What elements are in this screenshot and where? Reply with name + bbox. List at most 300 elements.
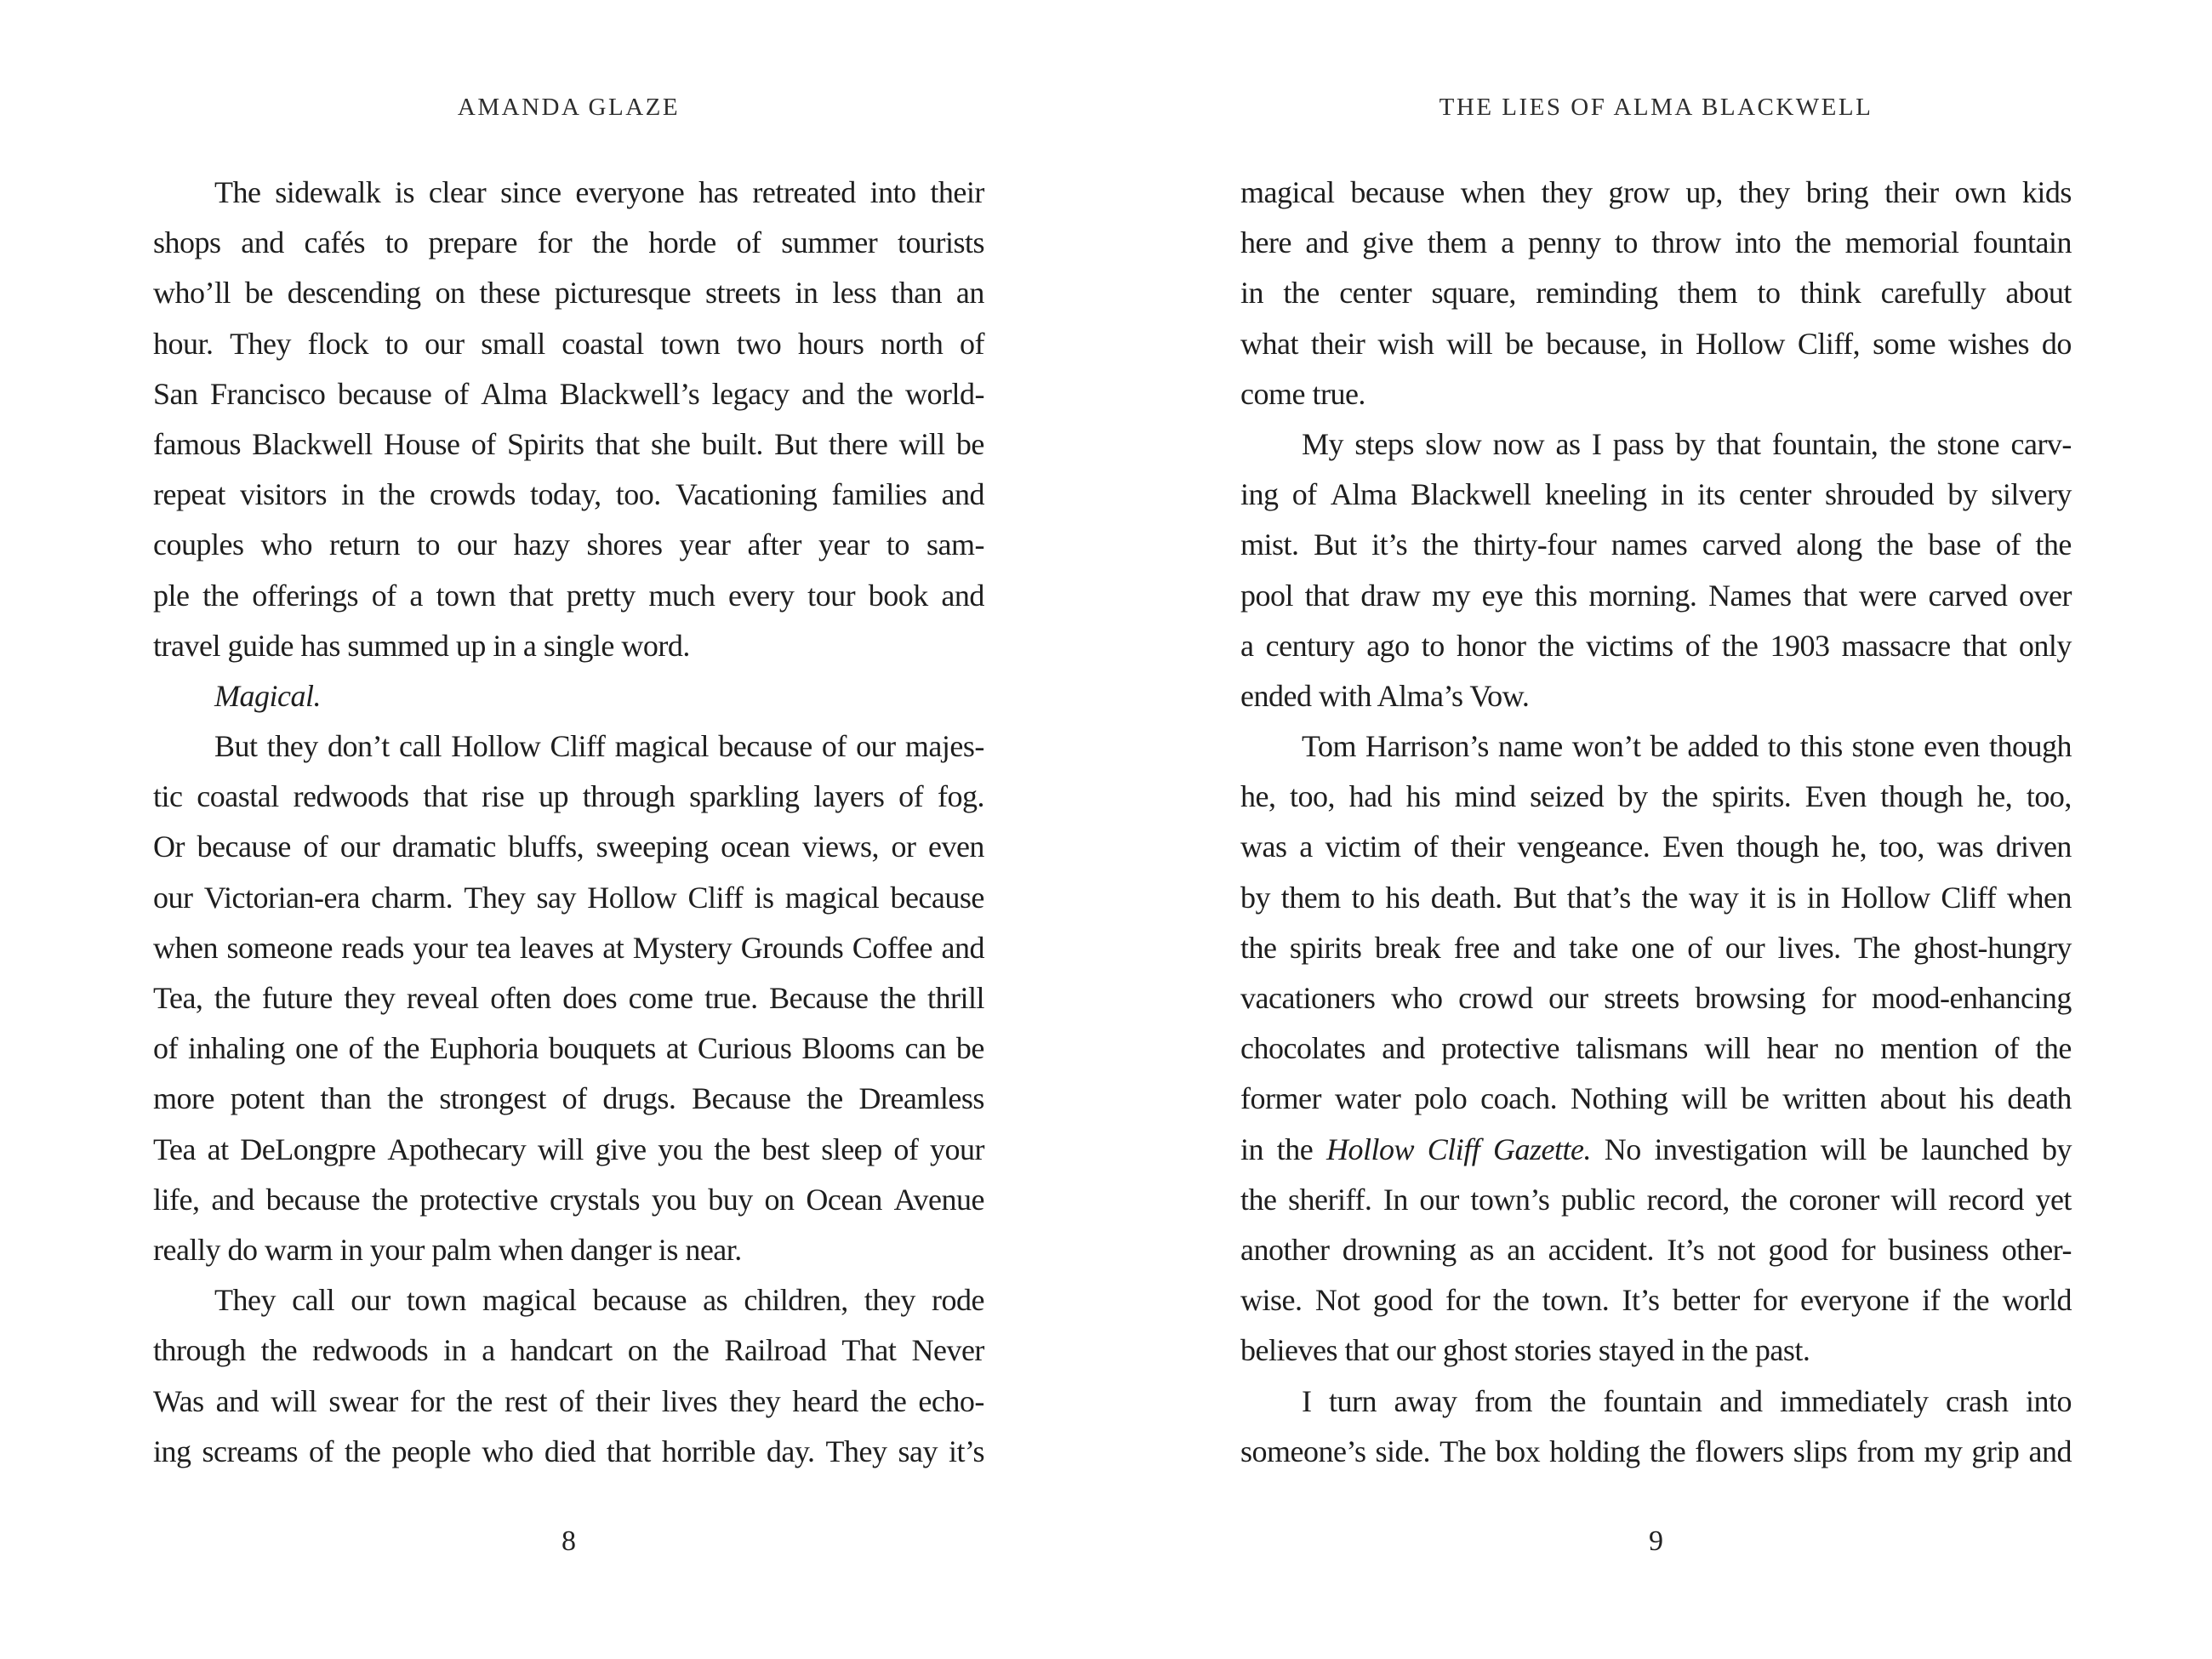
word: you — [658, 1132, 703, 1166]
word: descending — [287, 276, 421, 311]
text-line — [1240, 1175, 2072, 1225]
text-line — [1240, 1377, 2072, 1427]
word: lives. — [1777, 930, 1841, 965]
word: future — [261, 981, 333, 1015]
word: be — [955, 1031, 984, 1066]
word: own — [1954, 175, 2006, 209]
word: added — [1687, 729, 1759, 764]
word: a — [409, 578, 423, 613]
word: the — [869, 1383, 907, 1418]
word: one — [1631, 930, 1674, 965]
text-line — [1240, 923, 2072, 973]
word: the — [2035, 527, 2072, 562]
word: does — [562, 981, 618, 1015]
word: be — [1879, 1132, 1908, 1166]
word: turn — [1329, 1383, 1377, 1418]
word: record — [1947, 1182, 2024, 1217]
word: now — [1492, 426, 1545, 461]
text-line — [1240, 671, 2072, 721]
word: do — [2041, 326, 2072, 361]
word: bring — [1805, 175, 1869, 209]
text-line — [153, 1325, 984, 1376]
word: who — [482, 1434, 533, 1468]
text-line — [153, 1023, 984, 1074]
word: of — [893, 1132, 919, 1166]
word: too, — [1878, 830, 1924, 864]
word: The — [214, 175, 261, 209]
text-line — [153, 873, 984, 923]
word: strongest — [439, 1081, 546, 1116]
word: coastal — [197, 779, 279, 814]
word: honor — [1456, 628, 1526, 663]
word: what — [1240, 326, 1298, 361]
word: of — [348, 1031, 373, 1066]
word: hour. — [153, 326, 214, 361]
word: his — [1959, 1081, 1994, 1116]
word: water — [1334, 1081, 1401, 1116]
word: throw — [1651, 225, 1721, 260]
word: grow — [1608, 175, 1670, 209]
word: the — [1741, 1182, 1777, 1217]
word: take — [1568, 930, 1618, 965]
word: horrible — [661, 1434, 755, 1468]
word: of — [821, 729, 847, 764]
word: ocean — [721, 830, 790, 864]
word: will — [1890, 1182, 1937, 1217]
word: give — [1362, 225, 1414, 260]
word: talismans — [1576, 1031, 1688, 1066]
word: sheriff. — [1288, 1182, 1372, 1217]
word: Because — [692, 1081, 791, 1116]
word: about — [1879, 1081, 1947, 1116]
word: of — [1995, 527, 2021, 562]
word: names — [1611, 527, 1688, 562]
word: and — [1305, 225, 1348, 260]
word: died — [544, 1434, 596, 1468]
word: Alma — [481, 376, 548, 411]
word: Cliff, — [1797, 326, 1861, 361]
word: Cliff — [550, 729, 606, 764]
word: sparkling — [689, 779, 800, 814]
italic-text: Magical. — [214, 678, 321, 713]
word: business — [1888, 1232, 1989, 1267]
word: call — [399, 729, 442, 764]
word: heard — [792, 1383, 858, 1418]
word: to — [385, 225, 408, 260]
text-line — [153, 319, 984, 369]
text-line — [153, 1225, 984, 1275]
word: memorial — [1844, 225, 1959, 260]
word: your — [413, 930, 468, 965]
text-segment: believes that our ghost stories stayed in the past. — [1240, 1333, 1810, 1368]
word: mention — [1880, 1031, 1978, 1066]
word: from — [1474, 1383, 1532, 1418]
word: magical — [614, 729, 710, 764]
word: DeLongpre — [240, 1132, 376, 1166]
word: is — [395, 175, 415, 209]
word: free — [1453, 930, 1500, 965]
word: give — [595, 1132, 647, 1166]
word: and — [241, 225, 284, 260]
word: too. — [615, 477, 661, 512]
word: coach. — [1480, 1081, 1558, 1116]
word: flowers — [1695, 1434, 1784, 1468]
word: But — [1314, 527, 1357, 562]
word: picturesque — [554, 276, 692, 311]
word: for — [1445, 1283, 1480, 1318]
text-line — [1240, 873, 2072, 923]
word: carved — [1928, 578, 2008, 613]
word: Euphoria — [429, 1031, 539, 1066]
word: retreated — [752, 175, 856, 209]
word: their — [930, 175, 984, 209]
word: Ocean — [806, 1182, 882, 1217]
word: and — [211, 1182, 254, 1217]
word: more — [153, 1081, 214, 1116]
word: polo — [1414, 1081, 1468, 1116]
word: be — [244, 276, 273, 311]
word: into — [1735, 225, 1782, 260]
word: because, — [1546, 326, 1648, 361]
word: fountain, — [1771, 426, 1878, 461]
word: holding — [1549, 1434, 1640, 1468]
word: by — [1617, 779, 1648, 814]
word: magical — [784, 880, 880, 915]
word: every — [727, 578, 795, 613]
word: because — [592, 1283, 687, 1318]
word: It’s — [1667, 1232, 1705, 1267]
word: dramatic — [391, 830, 496, 864]
word: slips — [1793, 1434, 1848, 1468]
word: they — [1738, 175, 1790, 209]
word: reads — [341, 930, 404, 965]
word: horde — [648, 225, 716, 260]
text-line — [1240, 218, 2072, 268]
word: a — [1299, 830, 1313, 864]
word: as — [1555, 426, 1581, 461]
word: even — [1924, 729, 1981, 764]
word: his — [1405, 779, 1441, 814]
word: of — [443, 376, 469, 411]
word: too, — [2026, 779, 2072, 814]
word: Because — [769, 981, 869, 1015]
word: day. — [766, 1434, 815, 1468]
word: in — [443, 1333, 467, 1368]
word: small — [481, 326, 545, 361]
word: good — [1372, 1283, 1433, 1318]
word: because — [337, 376, 432, 411]
word: our — [153, 880, 193, 915]
word: streets — [1604, 981, 1679, 1015]
word: our — [339, 830, 380, 864]
word: them — [1427, 225, 1487, 260]
word: often — [490, 981, 551, 1015]
word: legacy — [711, 376, 790, 411]
word: screams — [202, 1434, 298, 1468]
word: because — [197, 830, 291, 864]
word: center — [1738, 477, 1811, 512]
word: shops — [153, 225, 221, 260]
text-line — [1240, 1023, 2072, 1074]
word: though — [1880, 779, 1964, 814]
word: coroner — [1788, 1182, 1879, 1217]
word: The — [1440, 1434, 1486, 1468]
word: streets — [705, 276, 781, 311]
word: rest — [504, 1383, 547, 1418]
word: people — [391, 1434, 471, 1468]
word: come — [628, 981, 693, 1015]
word: for — [1840, 1232, 1876, 1267]
word: was — [1240, 830, 1287, 864]
word: and — [941, 477, 984, 512]
word: Blooms — [801, 1031, 895, 1066]
word: the — [1877, 527, 1913, 562]
word: yet — [2035, 1182, 2072, 1217]
word: my — [1431, 578, 1470, 613]
word: crash — [1945, 1383, 2009, 1418]
word: some — [1873, 326, 1936, 361]
word: life, — [153, 1182, 200, 1217]
word: redwoods — [293, 779, 409, 814]
text-line — [153, 1125, 984, 1175]
word: of — [153, 1031, 178, 1066]
word: his — [1385, 880, 1420, 915]
word: because — [890, 880, 984, 915]
word: can — [904, 1031, 946, 1066]
word: though — [1988, 729, 2072, 764]
word: will — [898, 426, 945, 461]
word: Dreamless — [858, 1081, 984, 1116]
word: grip — [1971, 1434, 2020, 1468]
word: through — [582, 779, 676, 814]
word: base — [1928, 527, 1981, 562]
text-line — [153, 772, 984, 822]
word: of — [1291, 477, 1317, 512]
word: chocolates — [1240, 1031, 1365, 1066]
word: even — [927, 830, 984, 864]
word: sam- — [926, 527, 984, 562]
word: tourists — [897, 225, 984, 260]
word: coastal — [562, 326, 644, 361]
word: the — [214, 981, 251, 1015]
word: swear — [328, 1383, 398, 1418]
word: town — [406, 1283, 466, 1318]
word: Tom — [1302, 729, 1356, 764]
word: the — [1641, 880, 1679, 915]
word: prepare — [428, 225, 517, 260]
word: Even — [1804, 779, 1867, 814]
word: potent — [230, 1081, 305, 1116]
word: ghost-hungry — [1913, 930, 2072, 965]
text-line — [1240, 369, 2072, 419]
word: will — [1704, 1031, 1751, 1066]
word: In — [1382, 1182, 1408, 1217]
word: in — [1659, 326, 1683, 361]
word: pass — [1612, 426, 1664, 461]
word: Grounds — [740, 930, 844, 965]
word: Curious — [697, 1031, 792, 1066]
word: They — [825, 1434, 887, 1468]
word: world- — [904, 376, 984, 411]
word: of — [1413, 830, 1439, 864]
word: rode — [932, 1283, 984, 1318]
text-line — [1240, 1225, 2072, 1275]
text-line — [153, 1175, 984, 1225]
word: the — [202, 578, 239, 613]
word: the — [1662, 779, 1698, 814]
word: world — [2002, 1283, 2072, 1318]
word: browsing — [1695, 981, 1806, 1015]
word: the — [2035, 1031, 2072, 1066]
word: someone’s — [1240, 1434, 1366, 1468]
word: here — [1240, 225, 1291, 260]
word: our — [351, 1283, 391, 1318]
word: and — [801, 376, 845, 411]
word: side. — [1375, 1434, 1431, 1468]
word: the — [1276, 1132, 1314, 1166]
word: for — [537, 225, 573, 260]
word: they — [344, 981, 396, 1015]
word: through — [153, 1333, 246, 1368]
text-line — [1240, 571, 2072, 621]
word: box — [1495, 1434, 1541, 1468]
text-line — [1240, 973, 2072, 1023]
word: north — [880, 326, 944, 361]
word: written — [1782, 1081, 1867, 1116]
word: their — [596, 1383, 650, 1418]
word: though — [1736, 830, 1819, 864]
word: couples — [153, 527, 244, 562]
text-line — [1240, 772, 2072, 822]
word: thirty-four — [1473, 527, 1597, 562]
running-header-title: THE LIES OF ALMA BLACKWELL — [1439, 94, 1873, 121]
word: and — [215, 1383, 259, 1418]
word: thrill — [926, 981, 984, 1015]
word: Names — [1708, 578, 1792, 613]
word: by — [1947, 477, 1978, 512]
word: shrouded — [1825, 477, 1934, 512]
word: Or — [153, 830, 185, 864]
word: former — [1240, 1081, 1321, 1116]
word: be — [1741, 1081, 1770, 1116]
word: their — [1451, 830, 1505, 864]
word: Francisco — [209, 376, 326, 411]
word: for — [1753, 1283, 1787, 1318]
word: she — [651, 426, 691, 461]
word: charm. — [371, 880, 453, 915]
word: bluffs, — [508, 830, 584, 864]
body-text-right — [1240, 168, 2072, 1477]
word: Never — [911, 1333, 984, 1368]
word: than — [891, 276, 943, 311]
word: sweeping — [596, 830, 709, 864]
word: families — [831, 477, 927, 512]
word: handcart — [510, 1333, 613, 1368]
word: my — [1924, 1434, 1963, 1468]
word: the — [880, 981, 916, 1015]
word: wise. — [1240, 1283, 1303, 1318]
word: the — [1549, 1383, 1586, 1418]
word: as — [1469, 1232, 1495, 1267]
word: ago — [1366, 628, 1410, 663]
word: pool — [1240, 578, 1294, 613]
word: fog. — [937, 779, 984, 814]
word: offerings — [252, 578, 359, 613]
word: Hollow — [1695, 326, 1785, 361]
word: Railroad — [724, 1333, 827, 1368]
text-line — [153, 621, 984, 671]
word: They — [464, 880, 526, 915]
word: the — [857, 376, 893, 411]
word: will — [1820, 1132, 1867, 1166]
word: at — [665, 1031, 687, 1066]
word: that — [509, 578, 554, 613]
word: that — [606, 1434, 651, 1468]
word: seized — [1530, 779, 1605, 814]
word: for — [409, 1383, 445, 1418]
word: the — [1537, 628, 1575, 663]
text-line — [1240, 1427, 2072, 1477]
word: I — [1302, 1383, 1312, 1418]
word: and — [1382, 1031, 1425, 1066]
word: of — [562, 1081, 587, 1116]
body-text-left — [153, 168, 984, 1477]
text-line — [153, 168, 984, 218]
word: tea — [476, 930, 511, 965]
word: Spirits — [507, 426, 584, 461]
text-line — [1240, 621, 2072, 671]
word: carv- — [2010, 426, 2072, 461]
text-line — [1240, 419, 2072, 470]
word: the — [1649, 1434, 1686, 1468]
word: in — [1806, 880, 1830, 915]
word: century — [1265, 628, 1355, 663]
text-line — [153, 218, 984, 268]
word: rise — [482, 779, 525, 814]
word: the — [1953, 1283, 1990, 1318]
word: our — [425, 326, 465, 361]
word: of — [959, 326, 984, 361]
word: and — [2028, 1434, 2072, 1468]
word: a — [1501, 225, 1514, 260]
word: will — [271, 1383, 317, 1418]
word: in — [341, 477, 365, 512]
word: accident. — [1548, 1232, 1654, 1267]
word: town — [436, 578, 496, 613]
word: slow — [1425, 426, 1482, 461]
word: Blackwell — [1411, 477, 1531, 512]
word: into — [869, 175, 916, 209]
word: good — [1768, 1232, 1828, 1267]
word: Was — [153, 1383, 204, 1418]
word: your — [929, 1132, 984, 1166]
word: a — [1240, 628, 1254, 663]
word: since — [500, 175, 562, 209]
word: other- — [2001, 1232, 2072, 1267]
word: because — [1350, 175, 1445, 209]
word: for — [1821, 981, 1856, 1015]
text-line — [153, 721, 984, 772]
word: Vacationing — [675, 477, 818, 512]
text-segment: come true. — [1240, 376, 1365, 411]
word: town. — [1542, 1283, 1610, 1318]
word: I — [1591, 426, 1602, 461]
word: But — [1513, 880, 1556, 915]
word: mist. — [1240, 527, 1299, 562]
word: protective — [1441, 1031, 1560, 1066]
word: hazy — [513, 527, 570, 562]
word: and — [1513, 930, 1556, 965]
